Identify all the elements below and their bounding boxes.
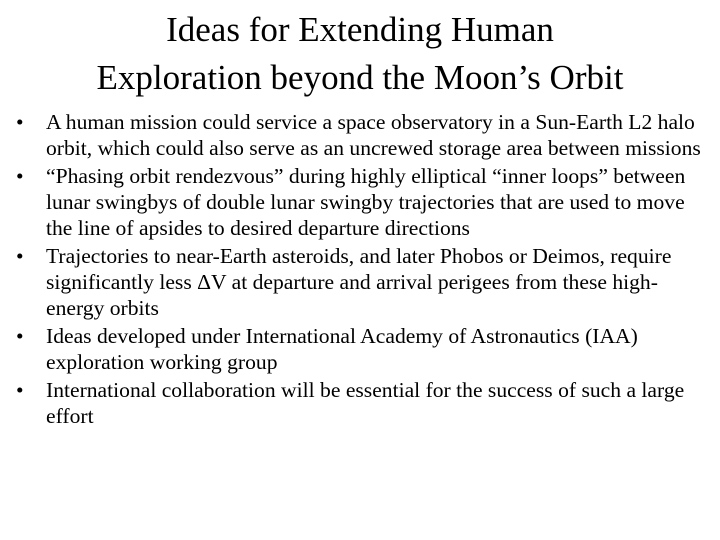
bullet-text: Trajectories to near-Earth asteroids, and later Phobos or Deimos, require significantly less ΔV at departure and arrival perigees from these high-energy orbits — [46, 244, 672, 320]
bullet-marker: • — [16, 244, 24, 268]
slide-title — [0, 6, 720, 102]
slide-title-line-1: Ideas for Extending Human — [166, 10, 554, 49]
bullet-text: Ideas developed under International Academy of Astronautics (IAA) exploration working group — [46, 324, 638, 374]
bullet-item — [16, 109, 714, 161]
bullet-text: “Phasing orbit rendezvous” during highly elliptical “inner loops” between lunar swingbys of double lunar swingby trajectories that are used to move the line of apsides to desired departure directions — [46, 164, 686, 240]
slide-title-line-2: Exploration beyond the Moon’s Orbit — [96, 58, 624, 97]
bullet-text: A human mission could service a space observatory in a Sun-Earth L2 halo orbit, which could also serve as an uncrewed storage area between missions — [46, 110, 701, 160]
bullet-marker: • — [16, 324, 24, 348]
bullet-item — [16, 163, 714, 241]
bullet-text: International collaboration will be essential for the success of such a large effort — [46, 378, 685, 428]
bullet-marker: • — [16, 110, 24, 134]
bullet-marker: • — [16, 164, 24, 188]
bullet-marker: • — [16, 378, 24, 402]
bullet-list — [16, 109, 714, 431]
bullet-item — [16, 377, 714, 429]
bullet-item — [16, 323, 714, 375]
bullet-item — [16, 243, 714, 321]
